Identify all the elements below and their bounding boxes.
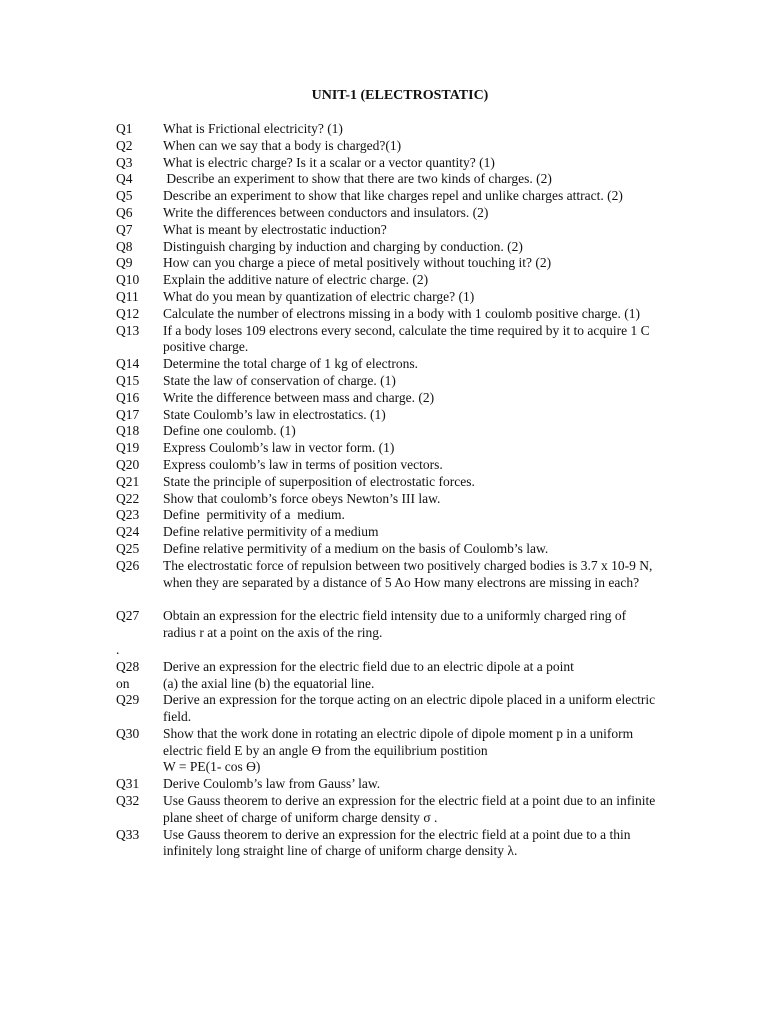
question-number: Q15 — [116, 372, 140, 388]
question-number: Q6 — [116, 204, 133, 220]
question-text: If a body loses 109 electrons every second, calculate the time required by it to acquire 1 C positive charge. — [163, 322, 650, 355]
question-item — [116, 793, 656, 827]
question-number: Q23 — [116, 507, 140, 523]
question-text: Calculate the number of electrons missing in a body with 1 coulomb positive charge. (1) — [163, 305, 641, 321]
question-number: Q29 — [116, 692, 140, 708]
question-text: Derive an expression for the electric field due to an electric dipole at a point — [163, 658, 574, 674]
question-number: Q3 — [116, 154, 133, 170]
question-item — [116, 507, 656, 524]
question-item — [116, 726, 656, 760]
question-number: Q18 — [116, 423, 140, 439]
question-item — [116, 323, 656, 357]
question-item — [116, 776, 656, 793]
question-text: Use Gauss theorem to derive an expression for the electric field at a point due to an infinite plane sheet of charge of uniform charge density σ . — [163, 793, 656, 825]
question-item — [116, 692, 656, 726]
question-item — [116, 289, 656, 306]
question-list — [116, 121, 656, 860]
question-item — [116, 222, 656, 239]
question-text: Obtain an expression for the electric field intensity due to a uniformly charged ring of radius r at a point on the axis of the ring. — [163, 608, 627, 641]
question-text: Define permitivity of a medium. — [163, 507, 345, 523]
question-text: When can we say that a body is charged?(1) — [163, 137, 402, 153]
question-text: How can you charge a piece of metal positively without touching it? (2) — [163, 255, 552, 271]
question-text: What is meant by electrostatic induction? — [163, 221, 387, 237]
question-text: Show that coulomb’s force obeys Newton’s III law. — [163, 490, 441, 506]
question-number: Q13 — [116, 322, 140, 338]
question-number: Q20 — [116, 456, 140, 472]
question-text: State the principle of superposition of electrostatic forces. — [163, 473, 475, 489]
question-item — [116, 272, 656, 289]
question-text: Define relative permitivity of a medium on the basis of Coulomb’s law. — [163, 540, 549, 556]
question-item — [116, 407, 656, 424]
question-text: State Coulomb’s law in electrostatics. (1) — [163, 406, 386, 422]
question-number: Q11 — [116, 288, 139, 304]
question-number: Q26 — [116, 557, 140, 573]
question-item — [116, 457, 656, 474]
question-number: Q16 — [116, 389, 140, 405]
page-title: UNIT-1 (ELECTROSTATIC) — [311, 88, 489, 103]
question-text: Explain the additive nature of electric charge. (2) — [163, 272, 429, 288]
question-number: Q33 — [116, 826, 140, 842]
question-item — [116, 155, 656, 172]
question-number: Q17 — [116, 406, 140, 422]
question-item — [116, 474, 656, 491]
question-item — [116, 608, 656, 642]
question-text: State the law of conservation of charge. (1) — [163, 372, 396, 388]
question-item — [116, 373, 656, 390]
question-text: Define one coulomb. (1) — [163, 423, 296, 439]
question-text: W = PE(1- cos ϴ) — [163, 759, 261, 775]
question-item — [116, 239, 656, 256]
question-number: Q2 — [116, 137, 133, 153]
question-number: Q8 — [116, 238, 133, 254]
question-number: Q9 — [116, 255, 133, 271]
question-text: Distinguish charging by induction and charging by conduction. (2) — [163, 238, 523, 254]
question-text: Derive Coulomb’s law from Gauss’ law. — [163, 776, 381, 792]
question-item — [116, 138, 656, 155]
question-text: What is Frictional electricity? (1) — [163, 121, 343, 136]
question-number: Q28 — [116, 658, 140, 674]
question-item — [116, 121, 656, 138]
question-number: Q25 — [116, 540, 140, 556]
question-item — [116, 255, 656, 272]
question-number: Q24 — [116, 524, 140, 540]
question-text: Describe an experiment to show that there are two kinds of charges. (2) — [163, 171, 552, 187]
question-item — [116, 205, 656, 222]
spacer — [116, 591, 656, 608]
question-text: The electrostatic force of repulsion between two positively charged bodies is 3.7 x 10-9 N, when they are separated by a distance of 5 Ao How many electrons are missing in each? — [163, 557, 653, 590]
question-item — [116, 171, 656, 188]
question-number: Q7 — [116, 221, 133, 237]
question-number: Q21 — [116, 473, 140, 489]
question-item — [116, 491, 656, 508]
question-item — [116, 423, 656, 440]
question-text: Determine the total charge of 1 kg of electrons. — [163, 356, 419, 372]
question-number — [116, 759, 163, 776]
question-number: Q10 — [116, 272, 140, 288]
question-number: Q31 — [116, 776, 140, 792]
question-number: Q14 — [116, 356, 140, 372]
question-text: Write the difference between mass and charge. (2) — [163, 389, 435, 405]
stray-mark: . — [116, 641, 120, 657]
question-text: Express coulomb’s law in terms of position vectors. — [163, 456, 443, 472]
question-text: What do you mean by quantization of electric charge? (1) — [163, 288, 475, 304]
question-text: Describe an experiment to show that like charges repel and unlike charges attract. (2) — [163, 188, 623, 204]
question-item — [116, 676, 656, 693]
question-number: Q12 — [116, 305, 140, 321]
question-text: Express Coulomb’s law in vector form. (1) — [163, 440, 395, 456]
question-item — [116, 306, 656, 323]
question-item — [116, 827, 656, 861]
question-number: Q27 — [116, 608, 140, 624]
question-text: Use Gauss theorem to derive an expression for the electric field at a point due to a thin infinitely long straight line of charge of uniform charge density λ. — [163, 826, 631, 859]
question-number: Q30 — [116, 725, 140, 741]
question-item — [116, 558, 656, 592]
question-text: Write the differences between conductors and insulators. (2) — [163, 204, 489, 220]
question-text: Define relative permitivity of a medium — [163, 524, 379, 540]
question-text: Show that the work done in rotating an electric dipole of dipole moment p in a uniform electric field E by an angle ϴ from the equilibrium postition — [163, 725, 634, 758]
question-item — [116, 356, 656, 373]
question-number: Q1 — [116, 121, 133, 136]
question-item — [116, 524, 656, 541]
question-text: What is electric charge? Is it a scalar or a vector quantity? (1) — [163, 154, 495, 170]
question-item — [116, 659, 656, 676]
question-item — [116, 759, 656, 776]
question-number: Q19 — [116, 440, 140, 456]
question-item — [116, 541, 656, 558]
question-text: (a) the axial line (b) the equatorial line. — [163, 675, 375, 691]
question-number: Q22 — [116, 490, 140, 506]
question-item — [116, 188, 656, 205]
question-number: Q4 — [116, 171, 133, 187]
question-number: on — [116, 675, 130, 691]
question-item — [116, 440, 656, 457]
question-number: Q5 — [116, 188, 133, 204]
question-text: Derive an expression for the torque acting on an electric dipole placed in a uniform electric field. — [163, 692, 656, 725]
question-item — [116, 390, 656, 407]
question-number: Q32 — [116, 793, 140, 809]
